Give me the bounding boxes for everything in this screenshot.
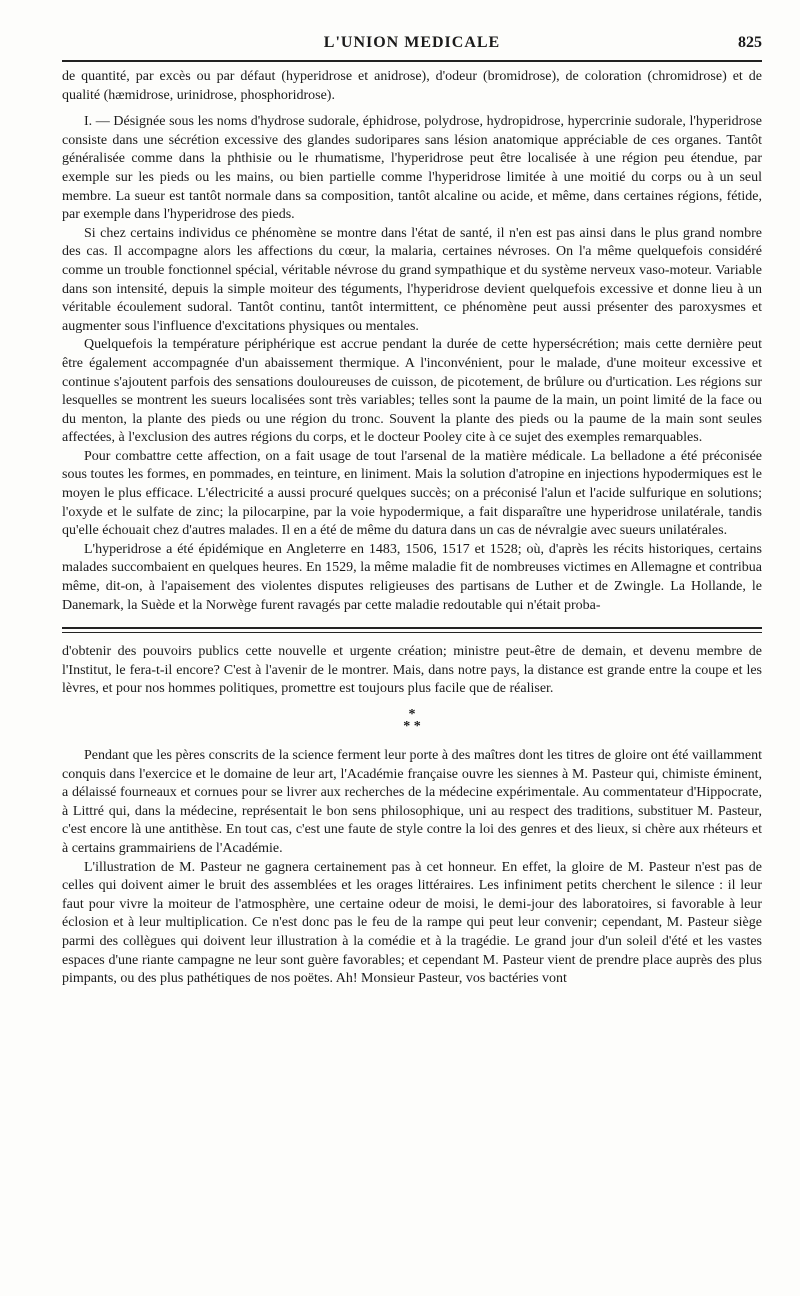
page-header — [62, 30, 762, 62]
article-paragraph-4: Quelquefois la température périphérique est accrue pendant la durée de cette hypersécrétion; mais cette dernière peut être également accompagnée d'un abaissement thermique. A l'inconvénient, pour le malade, d'une moiteur excessive et continue s'ajoutent parfois des sensations douloureuses de cuisson, de picotement, de brûlure ou d'urtication. Les régions sur lesquelles se montrent les sueurs localisées sont très variables; telles sont la paume de la main, un point limité de la face ou du menton, la plante des pieds ou une région du tronc. Souvent la plante des pieds ou la paume de la main sont seules affectées, à l'exclusion des autres régions du corps, et le docteur Pooley cite à ce sujet des exemples remarquables. — [62, 337, 762, 446]
feuilleton-paragraph-1: d'obtenir des pouvoirs publics cette nouvelle et urgente création; ministre peut-être de demain, et devenu membre de l'Institut, le fera-t-il encore? C'est à l'avenir de le montrer. Mais, dans notre pays, la distance est grande entre la coupe et les lèvres, et pour nos hommes politiques, promettre est toujours plus facile que de réaliser. — [62, 644, 762, 697]
feuilleton-separator-rule — [62, 627, 762, 633]
article-paragraph-1: de quantité, par excès ou par défaut (hyperidrose et anidrose), d'odeur (bromidrose), de coloration (chromidrose) et de qualité (hæmidrose, urinidrose, phosphoridrose). — [62, 69, 762, 103]
page-number: 825 — [738, 34, 762, 51]
asterism-divider — [62, 709, 762, 733]
running-title: L'UNION MEDICALE — [323, 34, 501, 51]
article-paragraph-5: Pour combattre cette affection, on a fait usage de tout l'arsenal de la matière médicale. La belladone a été préconisée sous toutes les formes, en pommades, en teinture, en liniment. Mais la solution d'atropine en injections hypodermiques est le moyen le plus efficace. L'électricité a aussi procuré quelques succès; on a préconisé l'alun et l'acide sulfurique en solutions; l'oxyde et le sulfate de zinc; la pilocarpine, par la voie hypodermique, a fait disparaître une hyperidrose unilatérale, tandis qu'elle échouait chez d'autres malades. Il en a été de même du datura dans un cas de névralgie avec sueurs unilatérales. — [62, 448, 762, 539]
asterism-top: * — [408, 707, 416, 722]
article-paragraph-6: L'hyperidrose a été épidémique en Angleterre en 1483, 1506, 1517 et 1528; où, d'après les récits historiques, certains malades succombaient en quelques heures. En 1529, la même maladie fit de nombreuses victimes en Allemagne et contribua même, dit-on, à l'apaisement des violentes disputes religieuses des partisans de Luther et de Zwingle. La Hollande, le Danemark, la Suède et la Norwège furent ravagés par cette maladie redoutable qui n'était proba- — [62, 541, 762, 613]
feuilleton-paragraph-3: L'illustration de M. Pasteur ne gagnera certainement pas à cet honneur. En effet, la gloire de M. Pasteur n'est pas de celles qui doivent aimer le bruit des assemblées et les orages littéraires. Les infiniment petits cherchent le silence : il leur faut pour vivre la moiteur de l'atmosphère, une certaine odeur de moisi, le demi-jour des laboratoires, si favorable à leur éclosion et à leur multiplication. Ce n'est donc pas le feu de la rampe qui peut leur convenir; cependant, M. Pasteur siège parmi des collègues qui doivent leur illustration à la comédie et à la tragédie. Le grand jour d'un soleil d'été et les vastes espaces d'une riante campagne ne leur sont guère favorables; et cependant M. Pasteur vient de prendre place auprès des plus pimpants, ou des plus pathétiques de nos poëtes. Ah! Monsieur Pasteur, vos bactéries vont — [62, 859, 762, 987]
article-paragraph-3: Si chez certains individus ce phénomène se montre dans l'état de santé, il n'en est pas ainsi dans le plus grand nombre des cas. Il accompagne alors les affections du cœur, la malaria, certaines névroses. On l'a même quelquefois considéré comme un trouble fonctionnel spécial, véritable névrose du grand sympathique et du système nerveux vaso-moteur. Variable dans son intensité, depuis la simple moiteur des téguments, l'hyperidrose devient quelquefois excessive et donne lieu à un véritable écoulement sudoral. Tantôt continu, tantôt intermittent, ce phénomène peut aussi présenter des paroxysmes et augmenter sous l'influence d'excitations physiques ou mentales. — [62, 225, 762, 334]
feuilleton-section — [62, 643, 762, 989]
asterism-bottom: * * — [403, 719, 421, 734]
feuilleton-paragraph-2: Pendant que les pères conscrits de la science ferment leur porte à des maîtres dont les titres de gloire ont été vaillamment conquis dans l'exercice et le domaine de leur art, l'Académie française ouvre les siennes à M. Pasteur qui, chimiste éminent, a délaissé fourneaux et cornues pour se livrer aux recherches de la médecine expérimentale. Au commentateur d'Hippocrate, à Littré qui, dans la médecine, représentait le bon sens philosophique, uni au respect des traditions, substituer M. Pasteur, c'est encore là une antithèse. En tout cas, c'est une faute de style contre la loi des genres et des lieux, si chère aux rhéteurs et à certains grammairiens de l'Académie. — [62, 748, 762, 856]
main-article — [62, 68, 762, 615]
article-paragraph-2: I. — Désignée sous les noms d'hydrose sudorale, éphidrose, polydrose, hydropidrose, hypercrinie sudorale, l'hyperidrose consiste dans une sécrétion excessive des glandes sudoripares sans lésion anatomique appréciable de ces organes. Tantôt généralisée comme dans la phthisie ou le rhumatisme, l'hyperidrose peut être localisée à une région peu étendue, par exemple sur les pieds ou les mains, ou bien partielle comme l'hyperidrose limitée à une moitié du corps ou à un seul membre. La sueur est tantôt normale dans sa composition, tantôt alcaline ou acide, et même, dans certaines régions, fétide, par exemple dans l'hyperidrose des pieds. — [62, 114, 762, 223]
paragraph-spacer — [62, 105, 762, 113]
